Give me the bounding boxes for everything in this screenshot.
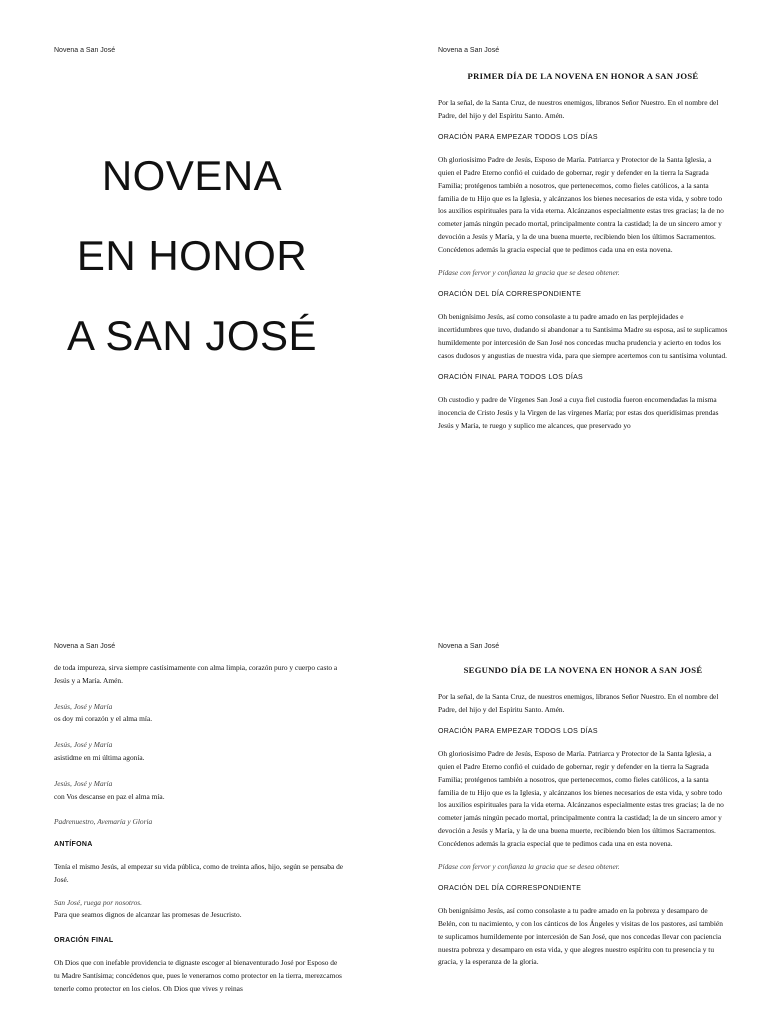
- petition-note: Pídase con fervor y confianza la gracia que se desea obtener.: [438, 861, 620, 871]
- continuation-text: de toda impureza, sirva siempre castísimamente con alma limpia, corazón puro y cuerpo casto a Jesús y a María. Amén.: [54, 663, 338, 685]
- invocation-response: asistidme en mi última agonía.: [54, 752, 145, 762]
- invocation-label: Jesús, José y María: [54, 740, 113, 750]
- document-page-2: [384, 0, 768, 512]
- page-header: Novena a San José: [54, 47, 116, 54]
- day-title: PRIMER DÍA DE LA NOVENA EN HONOR A SAN JOSÉ: [467, 71, 699, 81]
- page-content: [438, 70, 728, 443]
- petition-note: Pídase con fervor y confianza la gracia que se desea obtener.: [438, 267, 620, 277]
- section-title: ORACIÓN PARA EMPEZAR TODOS LOS DÍAS: [438, 134, 598, 142]
- section-text: Oh benignísimo Jesús, así como consolaste a tu padre amado en las perplejidades e incertidumbres que tuvo, dudando si abandonar a tu Santísima Madre su esposa, así te suplicamos humildemente por intercesión de San José nos concedas mucha prudencia y acierto en todos los casos dudosos y angustias de nuestra vida, para que siempre acertemos con tu santísima voluntad.: [438, 312, 728, 360]
- document-page-4: [384, 512, 768, 1024]
- document-page-1: [0, 0, 384, 512]
- section-title: ORACIÓN DEL DÍA CORRESPONDIENTE: [438, 291, 582, 299]
- page-header: Novena a San José: [438, 47, 500, 54]
- title-line-3: A SAN JOSÉ: [66, 312, 318, 359]
- page-content: [438, 664, 728, 979]
- section-text: Oh custodio y padre de Vírgenes San José a cuya fiel custodia fueron encomendadas la misma inocencia de Cristo Jesús y la Virgen de las vírgenes María; por estas dos queridísimas prendas Jesús y María, te ruego y suplico me alcances, que preservado yo: [438, 395, 719, 430]
- section-text: Oh gloriosísimo Padre de Jesús, Esposo de María. Patriarca y Protector de la Santa Iglesia, a quien el Padre Eterno confió el cuidado de gobernar, regir y defender en la tierra la Sagrada Familia; protégenos también a nosotros, que pertenecemos, como fieles católicos, a la santa familia de tu Hijo que es la Iglesia, y alcánzanos los bienes necesarios de esta vida, y sobre todo los auxilios espirituales para la vida eterna. Alcánzanos especialmente estas tres gracias; la de no cometer jamás ningún pecado mortal, principalmente contra la castidad; la de un sincero amor y devoción a Jesús y María, y la de una buena muerte, recibiendo bien los últimos Sacramentos. Concédenos además la gracia especial que te pedimos cada una en esta novena.: [438, 749, 724, 848]
- final-prayer-text: Oh Dios que con inefable providencia te dignaste escoger al bienaventurado José por Esposo de tu Madre Santísima; concédenos que, pues le veneramos como protector en la tierra, merezcamos tenerle como protector en los cielos. Oh Dios que vives y reinas: [54, 957, 342, 993]
- invocation-label: Jesús, José y María: [54, 701, 113, 711]
- page-header: Novena a San José: [54, 643, 116, 650]
- page-header: Novena a San José: [438, 643, 500, 650]
- day-title: SEGUNDO DÍA DE LA NOVENA EN HONOR A SAN JOSÉ: [463, 665, 703, 675]
- final-prayer-title: ORACIÓN FINAL: [54, 937, 114, 945]
- section-title: ORACIÓN PARA EMPEZAR TODOS LOS DÍAS: [438, 728, 598, 736]
- section-text: Oh gloriosísimo Padre de Jesús, Esposo de María. Patriarca y Protector de la Santa Iglesia, a quien el Padre Eterno confió el cuidado de gobernar, regir y defender en la tierra la Sagrada Familia; protégenos también a nosotros, que pertenecemos, como fieles católicos, a la santa familia de tu Hijo que es la Iglesia, y alcánzanos los bienes necesarios de esta vida, y sobre todo los auxilios espirituales para la vida eterna. Alcánzanos especialmente estas tres gracias; la de no cometer jamás ningún pecado mortal, principalmente contra la castidad; la de un sincero amor y devoción a Jesús y María, y la de una buena muerte, recibiendo bien los últimos Sacramentos. Concédenos además la gracia especial que te pedimos cada una en esta novena.: [438, 155, 724, 254]
- section-title: ORACIÓN DEL DÍA CORRESPONDIENTE: [438, 885, 582, 893]
- versicle: San José, ruega por nosotros.: [54, 897, 143, 907]
- invocation-label: Jesús, José y María: [54, 778, 113, 788]
- title-line-2: EN HONOR: [76, 232, 308, 279]
- invocation-response: os doy mi corazón y el alma mía.: [54, 714, 153, 724]
- antiphon-title: ANTÍFONA: [54, 841, 93, 849]
- title-line-1: NOVENA: [101, 152, 283, 199]
- response: Para que seamos dignos de alcanzar las promesas de Jesucristo.: [54, 910, 242, 920]
- opening-prayer: Por la señal, de la Santa Cruz, de nuestros enemigos, líbranos Señor Nuestro. En el nombre del Padre, del hijo y del Espíritu Santo. Amén.: [438, 691, 719, 714]
- page-content: [54, 662, 344, 1005]
- antiphon-text: Tenía el mismo Jesús, al empezar su vida pública, como de treinta años, hijo, según se pensaba de José.: [54, 861, 344, 884]
- prayers-note: Padrenuestro, Avemaría y Gloria: [54, 817, 153, 827]
- document-page-3: [0, 512, 384, 1024]
- opening-prayer: Por la señal, de la Santa Cruz, de nuestros enemigos, líbranos Señor Nuestro. En el nombre del Padre, del hijo y del Espíritu Santo. Amén.: [438, 97, 719, 120]
- section-title: ORACIÓN FINAL PARA TODOS LOS DÍAS: [438, 374, 584, 382]
- section-text: Oh benignísimo Jesús, así como consolaste a tu padre amado en la pobreza y desamparo de Belén, con tu nacimiento, y con los cánticos de los Ángeles y visitas de los pastores, así también te suplicamos humildemente por intercesión de San José, que nos concedas llevar con paciencia nuestra pobreza y desamparo en esta vida, y que alegres nuestro espíritu con tu presencia y tu gracia, y la esperanza de la gloria.: [438, 906, 723, 967]
- invocation-response: con Vos descanse en paz el alma mía.: [54, 791, 165, 801]
